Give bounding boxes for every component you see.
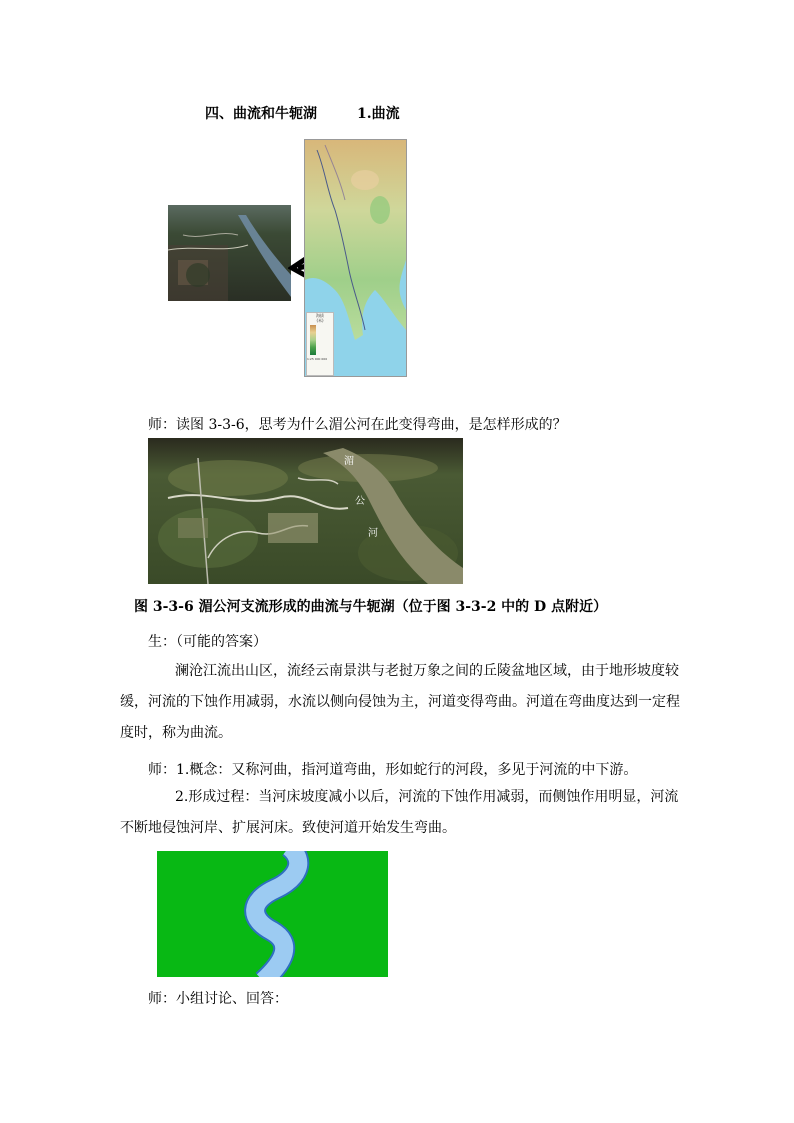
- map-legend-title: 海拔: [316, 313, 324, 318]
- process-paragraph: [120, 782, 680, 844]
- meander-diagram-graphic: [157, 851, 388, 977]
- map-legend-unit: (米): [316, 318, 324, 323]
- answer-paragraph: [120, 656, 680, 749]
- map-legend-swatches: [310, 325, 316, 355]
- meander-diagram: [157, 851, 388, 977]
- section-heading: [205, 103, 400, 123]
- teacher-prompt: 师：读图 3-3-6，思考为什么湄公河在此变得弯曲，是怎样形成的？: [148, 417, 567, 433]
- satellite-photo-small: [168, 205, 291, 301]
- discussion-line: 师：小组讨论、回答：: [148, 991, 288, 1007]
- mekong-aerial-photo-graphic: [148, 438, 463, 584]
- answer-paragraph-text: 澜沧江流出山区，流经云南景洪与老挝万象之间的丘陵盆地区域，由于地形坡度较缓，河流的下蚀作用减弱，水流以侧向侵蚀为主，河道变得弯曲。河道在弯曲度达到一定程度时，称为曲流。: [120, 663, 680, 741]
- section-title: 四、曲流和牛轭湖: [205, 106, 317, 122]
- section-subtitle: 1.曲流: [357, 106, 400, 122]
- map-legend: [306, 312, 334, 376]
- relief-map: [304, 139, 407, 377]
- photo-label-2: 公: [355, 496, 365, 507]
- process-paragraph-text: 2.形成过程：当河床坡度减小以后，河流的下蚀作用减弱，而侧蚀作用明显，河流不断地侵蚀河岸、扩展河床。致使河道开始发生弯曲。: [120, 789, 679, 836]
- satellite-photo-small-graphic: [168, 205, 291, 301]
- figure-caption: 图 3-3-6 湄公河支流形成的曲流与牛轭湖（位于图 3-3-2 中的 D 点附近）: [134, 599, 608, 615]
- student-label: 生：（可能的答案）: [148, 634, 267, 650]
- photo-label-3: 河: [368, 528, 378, 539]
- mekong-aerial-photo: [148, 438, 463, 584]
- photo-label-1: 湄: [344, 456, 354, 467]
- map-legend-scale: 1:25 000 000: [307, 357, 328, 361]
- concept-line: 师：1.概念：又称河曲，指河道弯曲，形如蛇行的河段，多见于河流的中下游。: [148, 762, 638, 778]
